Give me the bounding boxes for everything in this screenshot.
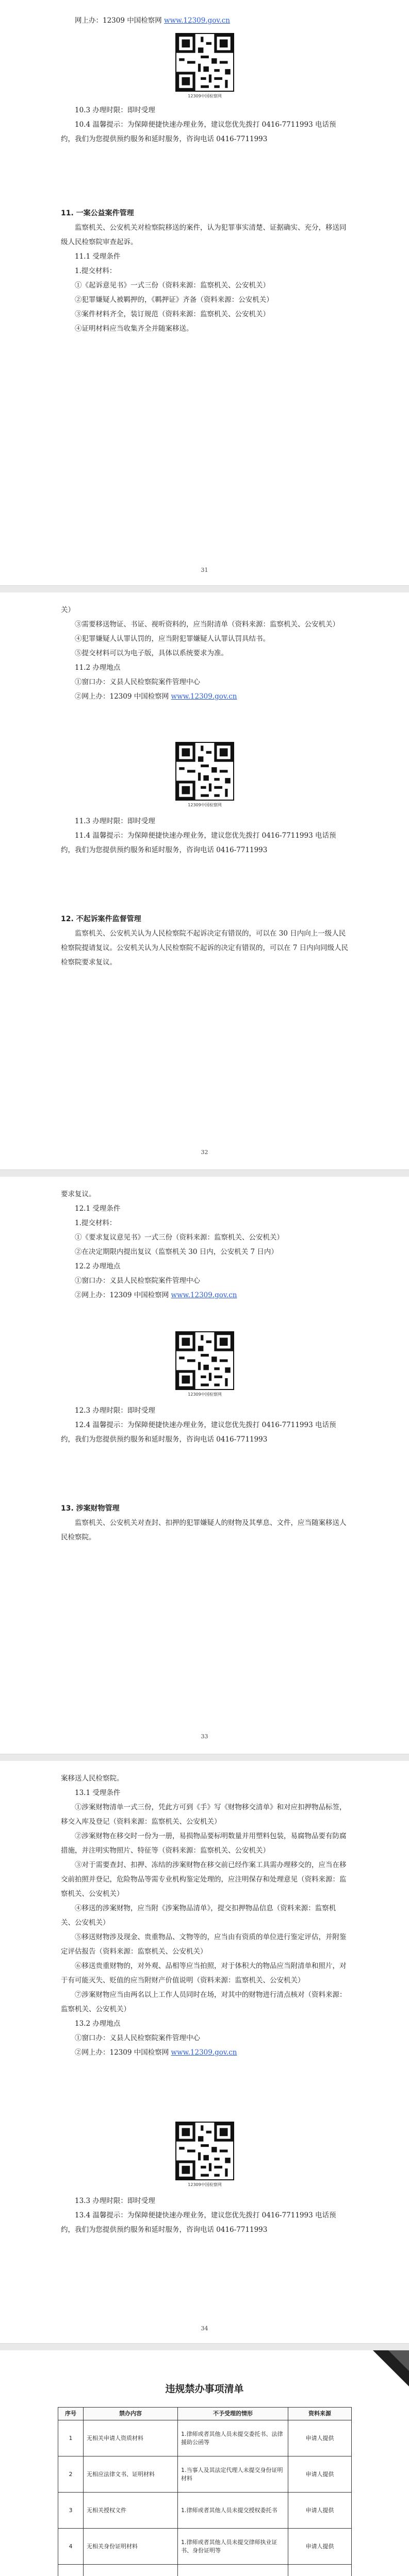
- table-cell: 无相关申请人资质材料: [84, 2420, 178, 2456]
- s11-1-c: ③案件材料齐全，装订规范（资料来源：监察机关、公安机关）: [75, 310, 270, 318]
- table-cell: 1.律师或者其他人员未提交律师执业证书、身份证明等: [178, 2529, 288, 2565]
- s12-1-a: ①《要求复议意见书》一式三份（资料来源：监察机关、公安机关）: [75, 1233, 284, 1242]
- document-page-5: [0, 2350, 409, 2576]
- s13-2-a: ①窗口办：义县人民检察院案件管理中心: [75, 2034, 200, 2042]
- table-cell: 1.律师或者其他人员未提交授权委托书: [178, 2493, 288, 2529]
- website-link[interactable]: www.12309.gov.cn: [171, 692, 237, 701]
- s11-1-1: 1.提交材料：: [75, 267, 117, 275]
- page-number: 31: [201, 567, 208, 573]
- s12-2: 12.2 办理地点: [75, 1262, 121, 1270]
- s13-1-4: ④移送的涉案财物，应当附《涉案物品清单》，提交扣押物品信息（资料来源：监察机关、公安机关）: [61, 1904, 336, 1927]
- table-cell: 1.律师或者其他人员未提交委托书、法律援助公函等: [178, 2420, 288, 2456]
- page-number: 34: [201, 2325, 208, 2332]
- s12-3: 12.3 办理时限：即时受理: [75, 1406, 155, 1415]
- qr-code-icon: [175, 2122, 234, 2180]
- qr-code-block: [173, 1331, 237, 1397]
- page-number: 32: [201, 1149, 208, 1156]
- s11-2: 11.2 办理地点: [75, 664, 121, 672]
- table-row: [58, 2456, 352, 2493]
- prohibited-items-table: [58, 2407, 352, 2576]
- s11-2-a: ①窗口办：义县人民检察院案件管理中心: [75, 678, 200, 686]
- p2-item3: ③需要移送物证、书证、视听资料的，应当附清单（资料来源：监察机关、公安机关）: [75, 620, 339, 629]
- qr-code-block: [173, 2122, 237, 2188]
- s11-2-b: ②网上办：12309 中国检察网 www.12309.gov.cn: [75, 692, 237, 701]
- table-cell: 1: [58, 2420, 84, 2456]
- qr-caption: 12309中国检察网: [188, 803, 222, 807]
- s12-2-a: ①窗口办：义县人民检察院案件管理中心: [75, 1277, 200, 1285]
- table-cell: [58, 2565, 84, 2576]
- qr-code-icon: [175, 33, 234, 92]
- s13-1-5: ⑤移送财物涉及现金、贵重物品、文物等的，应当由有资质的单位进行鉴定评估，并附鉴定评估报告（资料来源：监察机关、公安机关）: [61, 1933, 347, 1956]
- table-cell: [178, 2565, 288, 2576]
- table-row: [58, 2529, 352, 2565]
- table-row: [58, 2420, 352, 2456]
- s11-1: 11.1 受理条件: [75, 252, 121, 261]
- s12-intro: 监察机关、公安机关认为人民检察院不起诉决定有错误的，可以在 30 日内向上一级人民检察院提请复议。公安机关认为人民检察院不起诉的决定有错误的，可以在 7 日内向同级人民检察院要求复议。: [61, 929, 349, 967]
- col-header: 资料来源: [288, 2408, 352, 2420]
- document-page-3: [0, 1177, 409, 1754]
- col-header: 不予受理的情形: [178, 2408, 288, 2420]
- qr-code-block: [173, 742, 237, 808]
- qr-code-icon: [175, 742, 234, 801]
- table-cell: 无相关授权文件: [84, 2493, 178, 2529]
- website-link[interactable]: www.12309.gov.cn: [171, 2048, 237, 2057]
- col-header: 序号: [58, 2408, 84, 2420]
- website-link[interactable]: www.12309.gov.cn: [164, 16, 230, 25]
- website-link[interactable]: www.12309.gov.cn: [171, 1291, 237, 1299]
- p4-cont: 案移送人民检察院。: [61, 1774, 124, 1783]
- table-cell: 申请人提供: [288, 2493, 352, 2529]
- s11-1-d: ④证明材料应当收集齐全并随案移送。: [75, 325, 193, 333]
- s11-4: 11.4 温馨提示：为保障便捷快速办理业务，建议您优先拨打 0416-7711993 电话预约，我们为您提供预约服务和延时服务，咨询电话 0416-7711993: [61, 832, 336, 854]
- document-page-1: [0, 0, 409, 585]
- s13-intro: 监察机关、公安机关对查封、扣押的犯罪嫌疑人的财物及其孳息、文件，应当随案移送人民检察院。: [61, 1519, 347, 1541]
- table-cell: 申请人提供: [288, 2456, 352, 2493]
- qr-code-block: [173, 33, 237, 99]
- s13-2-b: ②网上办：12309 中国检察网 www.12309.gov.cn: [75, 2048, 237, 2057]
- s13-1-3: ③对于需要查封、扣押、冻结的涉案财物在移交前已经作案工具需办理移交的，应当在移交前拍照并登记，危险物品等需专业机构鉴定处理的，应注明保存和处理意见（资料来源：监察机关、公安机关）: [61, 1861, 347, 1898]
- document-page-4: [0, 1761, 409, 2343]
- table-cell: [84, 2565, 178, 2576]
- s13-1-7: ⑦涉案财物应当由两名以上工作人员同时在场，对其中的财物进行清点核对（资料来源：监察机关、公安机关）: [61, 1991, 347, 2013]
- section-12-title: 12. 不起诉案件监督管理: [61, 915, 141, 923]
- table-cell: 无相应法律文书、证明材料: [84, 2456, 178, 2493]
- s13-1-2: ②涉案财物在移交时一份为一册，易损物品要标明数量并用塑料包装，易腐物品要有防腐措施，并注明实物照片、特征等（资料来源：监察机关、公安机关）: [61, 1832, 347, 1855]
- s11-1-b: ②犯罪嫌疑人被羁押的，《羁押证》齐备（资料来源：公安机关）: [75, 296, 273, 304]
- table-cell: 申请人提供: [288, 2420, 352, 2456]
- qr-code-icon: [175, 1331, 234, 1390]
- s13-1-6: ⑥移送贵重财物的，对外观、品相等应当拍照，对于体积大的物品应当附清单和照片，对于有可能灭失、贬值的应当附财产价值说明（资料来源：监察机关、公安机关）: [61, 1962, 347, 1985]
- table-row: [58, 2493, 352, 2529]
- s11-intro: 监察机关、公安机关对检察院移送的案件，认为犯罪事实清楚、证据确实、充分，移送同级人民检察院审查起诉。: [61, 224, 347, 246]
- s10-3: 10.3 办理时限：即时受理: [75, 106, 155, 114]
- s12-1-1: 1.提交材料：: [75, 1219, 117, 1227]
- s13-3: 13.3 办理时限：即时受理: [75, 2197, 155, 2205]
- s12-1-b: ②在决定期限内提出复议（监察机关 30 日内，公安机关 7 日内）: [75, 1248, 278, 1256]
- s12-4: 12.4 温馨提示：为保障便捷快速办理业务，建议您优先拨打 0416-7711993 电话预约，我们为您提供预约服务和延时服务，咨询电话 0416-7711993: [61, 1421, 336, 1444]
- qr-caption: 12309中国检察网: [188, 94, 222, 98]
- col-header: 禁办内容: [84, 2408, 178, 2420]
- page-number: 33: [201, 1733, 208, 1740]
- table-cell: 2: [58, 2456, 84, 2493]
- document-page-2: [0, 592, 409, 1170]
- section-13-title: 13. 涉案财物管理: [61, 1504, 120, 1513]
- s13-2: 13.2 办理地点: [75, 2020, 121, 2028]
- s10-4: 10.4 温馨提示：为保障便捷快速办理业务，建议您优先拨打 0416-7711993 电话预约，我们为您提供预约服务和延时服务，咨询电话 0416-7711993: [61, 121, 336, 143]
- table-row: [58, 2565, 352, 2576]
- section-11-title: 11. 一案公益案件管理: [61, 209, 134, 217]
- s13-1-1: ①涉案财物清单一式三份，凭此方可到《手》写《财物移交清单》和对应扣押物品标签，移交入库及登记（资料来源：监察机关、公安机关）: [61, 1803, 347, 1826]
- s11-3: 11.3 办理时限：即时受理: [75, 817, 155, 825]
- s11-1-a: ①《起诉意见书》一式三份（资料来源：监察机关、公安机关）: [75, 281, 270, 290]
- table-cell: 4: [58, 2529, 84, 2565]
- p2-item4: ④犯罪嫌疑人认罪认罚的，应当附犯罪嫌疑人认罪认罚具结书。: [75, 635, 270, 643]
- table-cell: 3: [58, 2493, 84, 2529]
- qr-caption: 12309中国检察网: [188, 1392, 222, 1397]
- s12-1: 12.1 受理条件: [75, 1205, 121, 1213]
- qr-caption: 12309中国检察网: [188, 2182, 222, 2187]
- table-cell: 1.当事人及其法定代理人未提交身份证明材料: [178, 2456, 288, 2493]
- p2-item5: ⑤提交材料可以为电子版，具体以系统要求为准。: [75, 649, 228, 657]
- online-service-line: 网上办：12309 中国检察网 www.12309.gov.cn: [75, 16, 230, 25]
- s12-2-b: ②网上办：12309 中国检察网 www.12309.gov.cn: [75, 1291, 237, 1299]
- p3-cont: 要求复议。: [61, 1190, 96, 1198]
- table-cell: 无相关身份证明材料: [84, 2529, 178, 2565]
- s13-4: 13.4 温馨提示：为保障便捷快速办理业务，建议您优先拨打 0416-7711993 电话预约，我们为您提供预约服务和延时服务，咨询电话 0416-7711993: [61, 2211, 336, 2234]
- table-title-prohibited: 违规禁办事项清单: [165, 2383, 244, 2395]
- table-cell: 申请人提供: [288, 2529, 352, 2565]
- p2-cont: 关）: [61, 606, 75, 614]
- s13-1: 13.1 受理条件: [75, 1789, 121, 1797]
- table-cell: [288, 2565, 352, 2576]
